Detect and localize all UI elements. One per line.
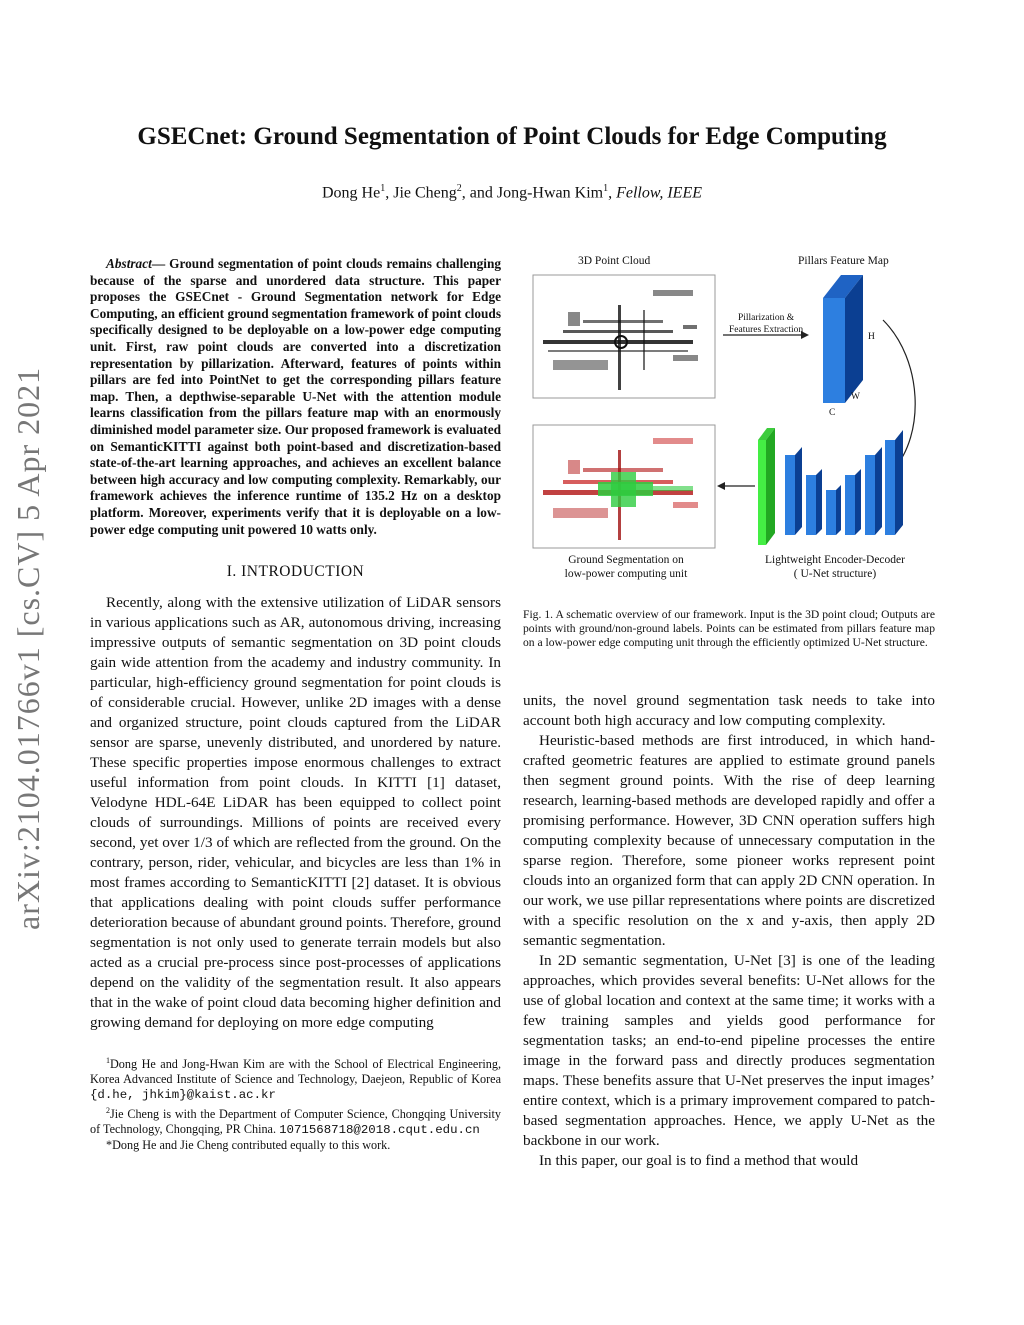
affiliation-mark: 1 [603,183,609,194]
footnote-1 [90,1053,501,1103]
figure-caption: Fig. 1. A schematic overview of our framework. Input is the 3D point cloud; Outputs are points with ground/non-ground labels. Points can be estimated from pillars feature map on a low-power edge computing unit through the efficiently optimized U-Net structure. [523,608,935,650]
abstract [90,256,501,538]
footnote-1-email: {d.he, jhkim}@kaist.ac.kr [90,1088,276,1103]
footnote-2 [90,1103,501,1138]
author-name: Jong-Hwan Kim [496,184,604,202]
label-c: C [829,408,836,418]
left-column [90,256,501,1153]
label-h: H [868,332,875,342]
label-pillars-feature-map: Pillars Feature Map [798,255,889,267]
paragraph-heuristic: Heuristic-based methods are first introduced, in which hand-crafted geometric features are applied to estimate ground panels then segment ground points. With the rise of deep learning research, learning-based methods are developed rapidly and offer a promising performance. However, 3D CNN operation suffers high computing complexity because of unnecessary computation in the sparse region. Therefore, some pioneer works represent point clouds into an organized form that can apply 2D CNN operation. In our work, we use pillar representations where points are discretized with a specific resolution on the x and y-axis, then apply 2D semantic segmentation. [523,731,935,949]
label-pillarization-line2: Features Extraction [729,325,804,335]
figure-1 [523,250,935,590]
abstract-label: Abstract [106,256,152,271]
footnotes [90,1053,501,1153]
label-ground-line2: low-power computing unit [564,568,688,580]
right-column [523,250,935,1171]
intro-paragraph: Recently, along with the extensive utilization of LiDAR sensors in various applications such as AR, autonomous driving, increasing impressive outputs of semantic segmentation on 3D point clouds gain wide attention from the academy and industry community. In particular, high-efficiency ground segmentation for point clouds is of considerable crucial. However, unlike 2D images with a dense and organized structure, point clouds captured from the LiDAR sensor are sparse, unevenly distributed, and unordered by nature. These specific properties impose enormous challenges to extract useful information from point clouds. In KITTI [1] dataset, Velodyne HDL-64E LiDAR has been equipped to collect point clouds of surroundings. Millions of points are received every second, yet over 1/3 of which are reflected from the ground. On the contrary, person, rider, vehicular, and bicycles are less than 1% in most frames according to SemanticKITTI [2] dataset. It is obvious that applications dealing with point clouds suffer performance deterioration because of abundant ground points. Therefore, ground segmentation is not only used to generate terrain models but also acted as a crucial pre-process since post-processes of applications depend on the validity of the segmentation result. It also appears that in the wake of point cloud data becoming higher definition and growing demand for deploying on more edge computing [90,594,501,1032]
framework-diagram [523,250,935,590]
paragraph-continued: units, the novel ground segmentation task needs to take into account both high accuracy and low computing complexity. [523,691,935,729]
footnote-mark: 1 [106,1056,110,1066]
affiliation-mark: 1 [380,183,386,194]
label-unet-line1: Lightweight Encoder-Decoder [765,554,905,566]
label-3d-point-cloud: 3D Point Cloud [578,255,651,267]
paragraph-goal: In this paper, our goal is to find a method that would [539,1151,859,1169]
label-pillarization-line1: Pillarization & [737,313,795,323]
label-unet [745,553,925,581]
abstract-text: — Ground segmentation of point clouds remains challenging because of the sparse and unordered data structure. This paper proposes the GSECnet - Ground Segmentation network for Edge Computing, an efficient ground segmentation framework of point clouds specifically designed to be deployable on a low-power edge computing unit. First, raw point clouds are converted into a discretization representation by pillarization. Afterward, features of points within pillars are fed into PointNet to get the corresponding pillars feature map. Then, a depthwise-separable U-Net with the attention module learns classification from the pillars feature map with an enormously diminished model parameter size. Our proposed framework is evaluated on SemanticKITTI against both point-based and discretization-based state-of-the-art learning approaches, and achieves an excellent balance between high accuracy and low computing complexity. Remarkably, our framework achieves the inference runtime of 135.2 Hz on a desktop platform. Moreover, experiments verify that it is deployable on a low-power edge computing unit powered 10 watts only. [90,256,501,537]
footnote-2-email: 1071568718@2018.cqut.edu.cn [279,1123,480,1138]
author-name: Dong He [322,184,381,202]
pillars-feature-map [823,275,863,403]
author-line: Dong He$^1$, Jie Cheng$^2$, and Jong-Hwan Kim$^1$, Fellow, IEEE [322,183,702,202]
footnote-mark: 2 [106,1106,110,1116]
section-heading-introduction: I. INTRODUCTION [226,563,365,581]
label-ground-line1: Ground Segmentation on [568,554,684,566]
footnote-2-text: Jie Cheng is with the Department of Computer Science, Chongqing University of Technology, Chongqing, PR China. [90,1107,501,1137]
label-pillarization [729,312,803,336]
label-unet-line2: ( U-Net structure) [793,568,877,580]
footnote-1-text: Dong He and Jong-Hwan Kim are with the School of Electrical Engineering, Korea Advanced Institute of Science and Technology, Daejeon, Republic of Korea [90,1057,501,1087]
label-w: W [851,392,860,402]
paper-title: GSECnet: Ground Segmentation of Point Clouds for Edge Computing [137,123,887,150]
affiliation-mark: 2 [456,183,462,194]
paragraph-unet: In 2D semantic segmentation, U-Net [3] is one of the leading approaches, which provides several benefits: U-Net allows for the use of global location and context at the same time; it works with a few training samples and yields good performance for segmentation tasks; an end-to-end pipeline processes the entire image in the forward pass and directly produces segmentation maps. These benefits assure that U-Net preserves the input images’ entire context, which is a primary improvement compared to patch-based segmentation approaches. Hence, we apply U-Net as the backbone in our work. [523,951,935,1149]
author-fellow: Fellow, IEEE [616,184,702,202]
label-ground-segmentation [551,553,701,581]
output-arrowhead [717,482,725,490]
unet-structure [758,428,903,545]
arxiv-identifier: arXiv:2104.01766v1 [cs.CV] 5 Apr 2021 [10,366,46,930]
footnote-3: *Dong He and Jie Cheng contributed equally to this work. [106,1138,391,1153]
right-body-text [523,691,935,1171]
author-name: Jie Cheng [393,184,457,202]
